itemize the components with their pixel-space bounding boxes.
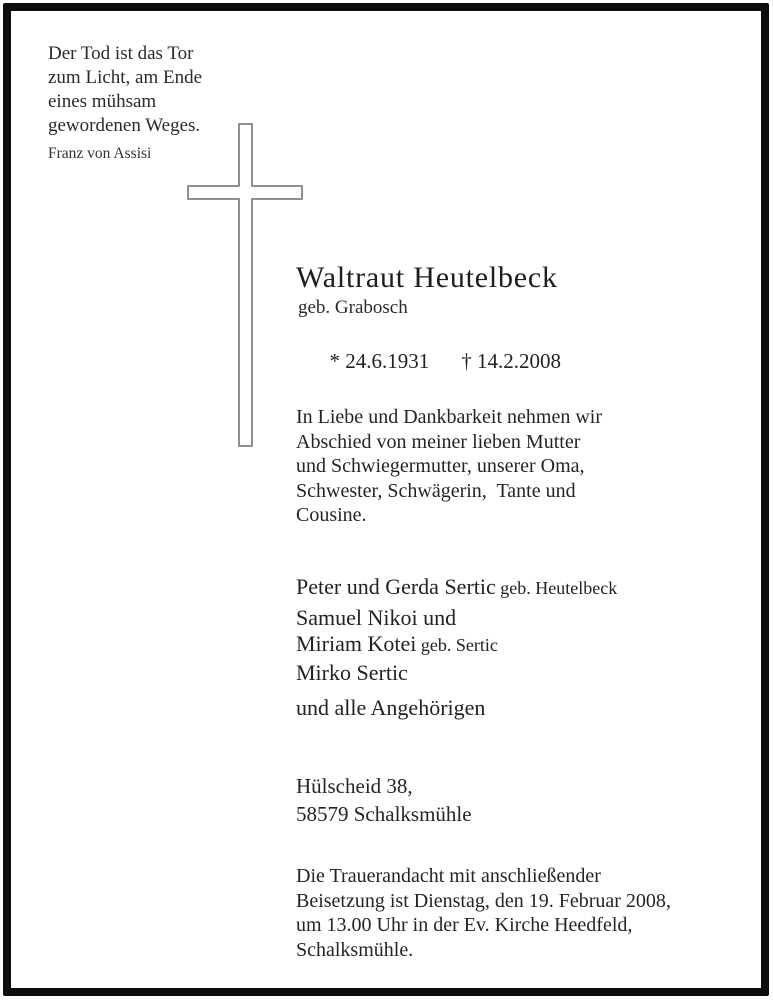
mourner-name: Samuel Nikoi und — [296, 605, 457, 630]
address-block — [296, 772, 472, 828]
tribute-line: Abschied von meiner lieben Mutter — [296, 430, 581, 453]
mourner-name: Miriam Kotei — [296, 631, 417, 656]
quote-line: gewordenen Weges. — [48, 115, 201, 136]
tribute-line: und Schwiegermutter, unserer Oma, — [296, 455, 585, 477]
deceased-name: Waltraut Heutelbeck — [296, 261, 558, 294]
deceased-maiden-name: geb. Grabosch — [298, 297, 408, 318]
quote-line: eines mühsam — [48, 91, 157, 112]
funeral-info-line: um 13.00 Uhr in der Ev. Kirche Heedfeld, — [296, 914, 633, 936]
address-line: 58579 Schalksmühle — [296, 802, 472, 826]
mourner-maiden-suffix: geb. Sertic — [416, 635, 498, 655]
life-dates — [298, 322, 561, 400]
quote-line: Der Tod ist das Tor — [48, 43, 194, 64]
death-date: † 14.2.2008 — [461, 349, 561, 373]
birth-date: * 24.6.1931 — [329, 349, 430, 373]
tribute-line: Cousine. — [296, 504, 367, 526]
funeral-info-paragraph — [296, 864, 671, 962]
quote-attribution: Franz von Assisi — [48, 145, 152, 162]
mourner-row — [296, 604, 456, 633]
mourner-row — [296, 573, 617, 602]
tribute-line: In Liebe und Dankbarkeit nehmen wir — [296, 406, 603, 428]
address-line: Hülscheid 38, — [296, 774, 413, 798]
funeral-info-line: Beisetzung ist Dienstag, den 19. Februar 2008, — [296, 889, 671, 912]
quote-line: zum Licht, am Ende — [48, 67, 203, 88]
mourner-name: und alle Angehörigen — [296, 695, 486, 720]
quote-block — [48, 42, 202, 166]
mourner-row — [296, 630, 498, 659]
mourner-name: Peter und Gerda Sertic — [296, 574, 496, 599]
funeral-info-line: Schalksmühle. — [296, 938, 414, 961]
tribute-paragraph — [296, 405, 602, 528]
mourner-row — [296, 659, 408, 688]
mourner-row — [296, 694, 485, 723]
cross-icon — [184, 120, 306, 450]
tribute-line: Schwester, Schwägerin, Tante und — [296, 479, 576, 502]
funeral-info-line: Die Trauerandacht mit anschließender — [296, 865, 601, 887]
mourner-name: Mirko Sertic — [296, 660, 408, 685]
mourner-maiden-suffix: geb. Heutelbeck — [495, 578, 618, 598]
